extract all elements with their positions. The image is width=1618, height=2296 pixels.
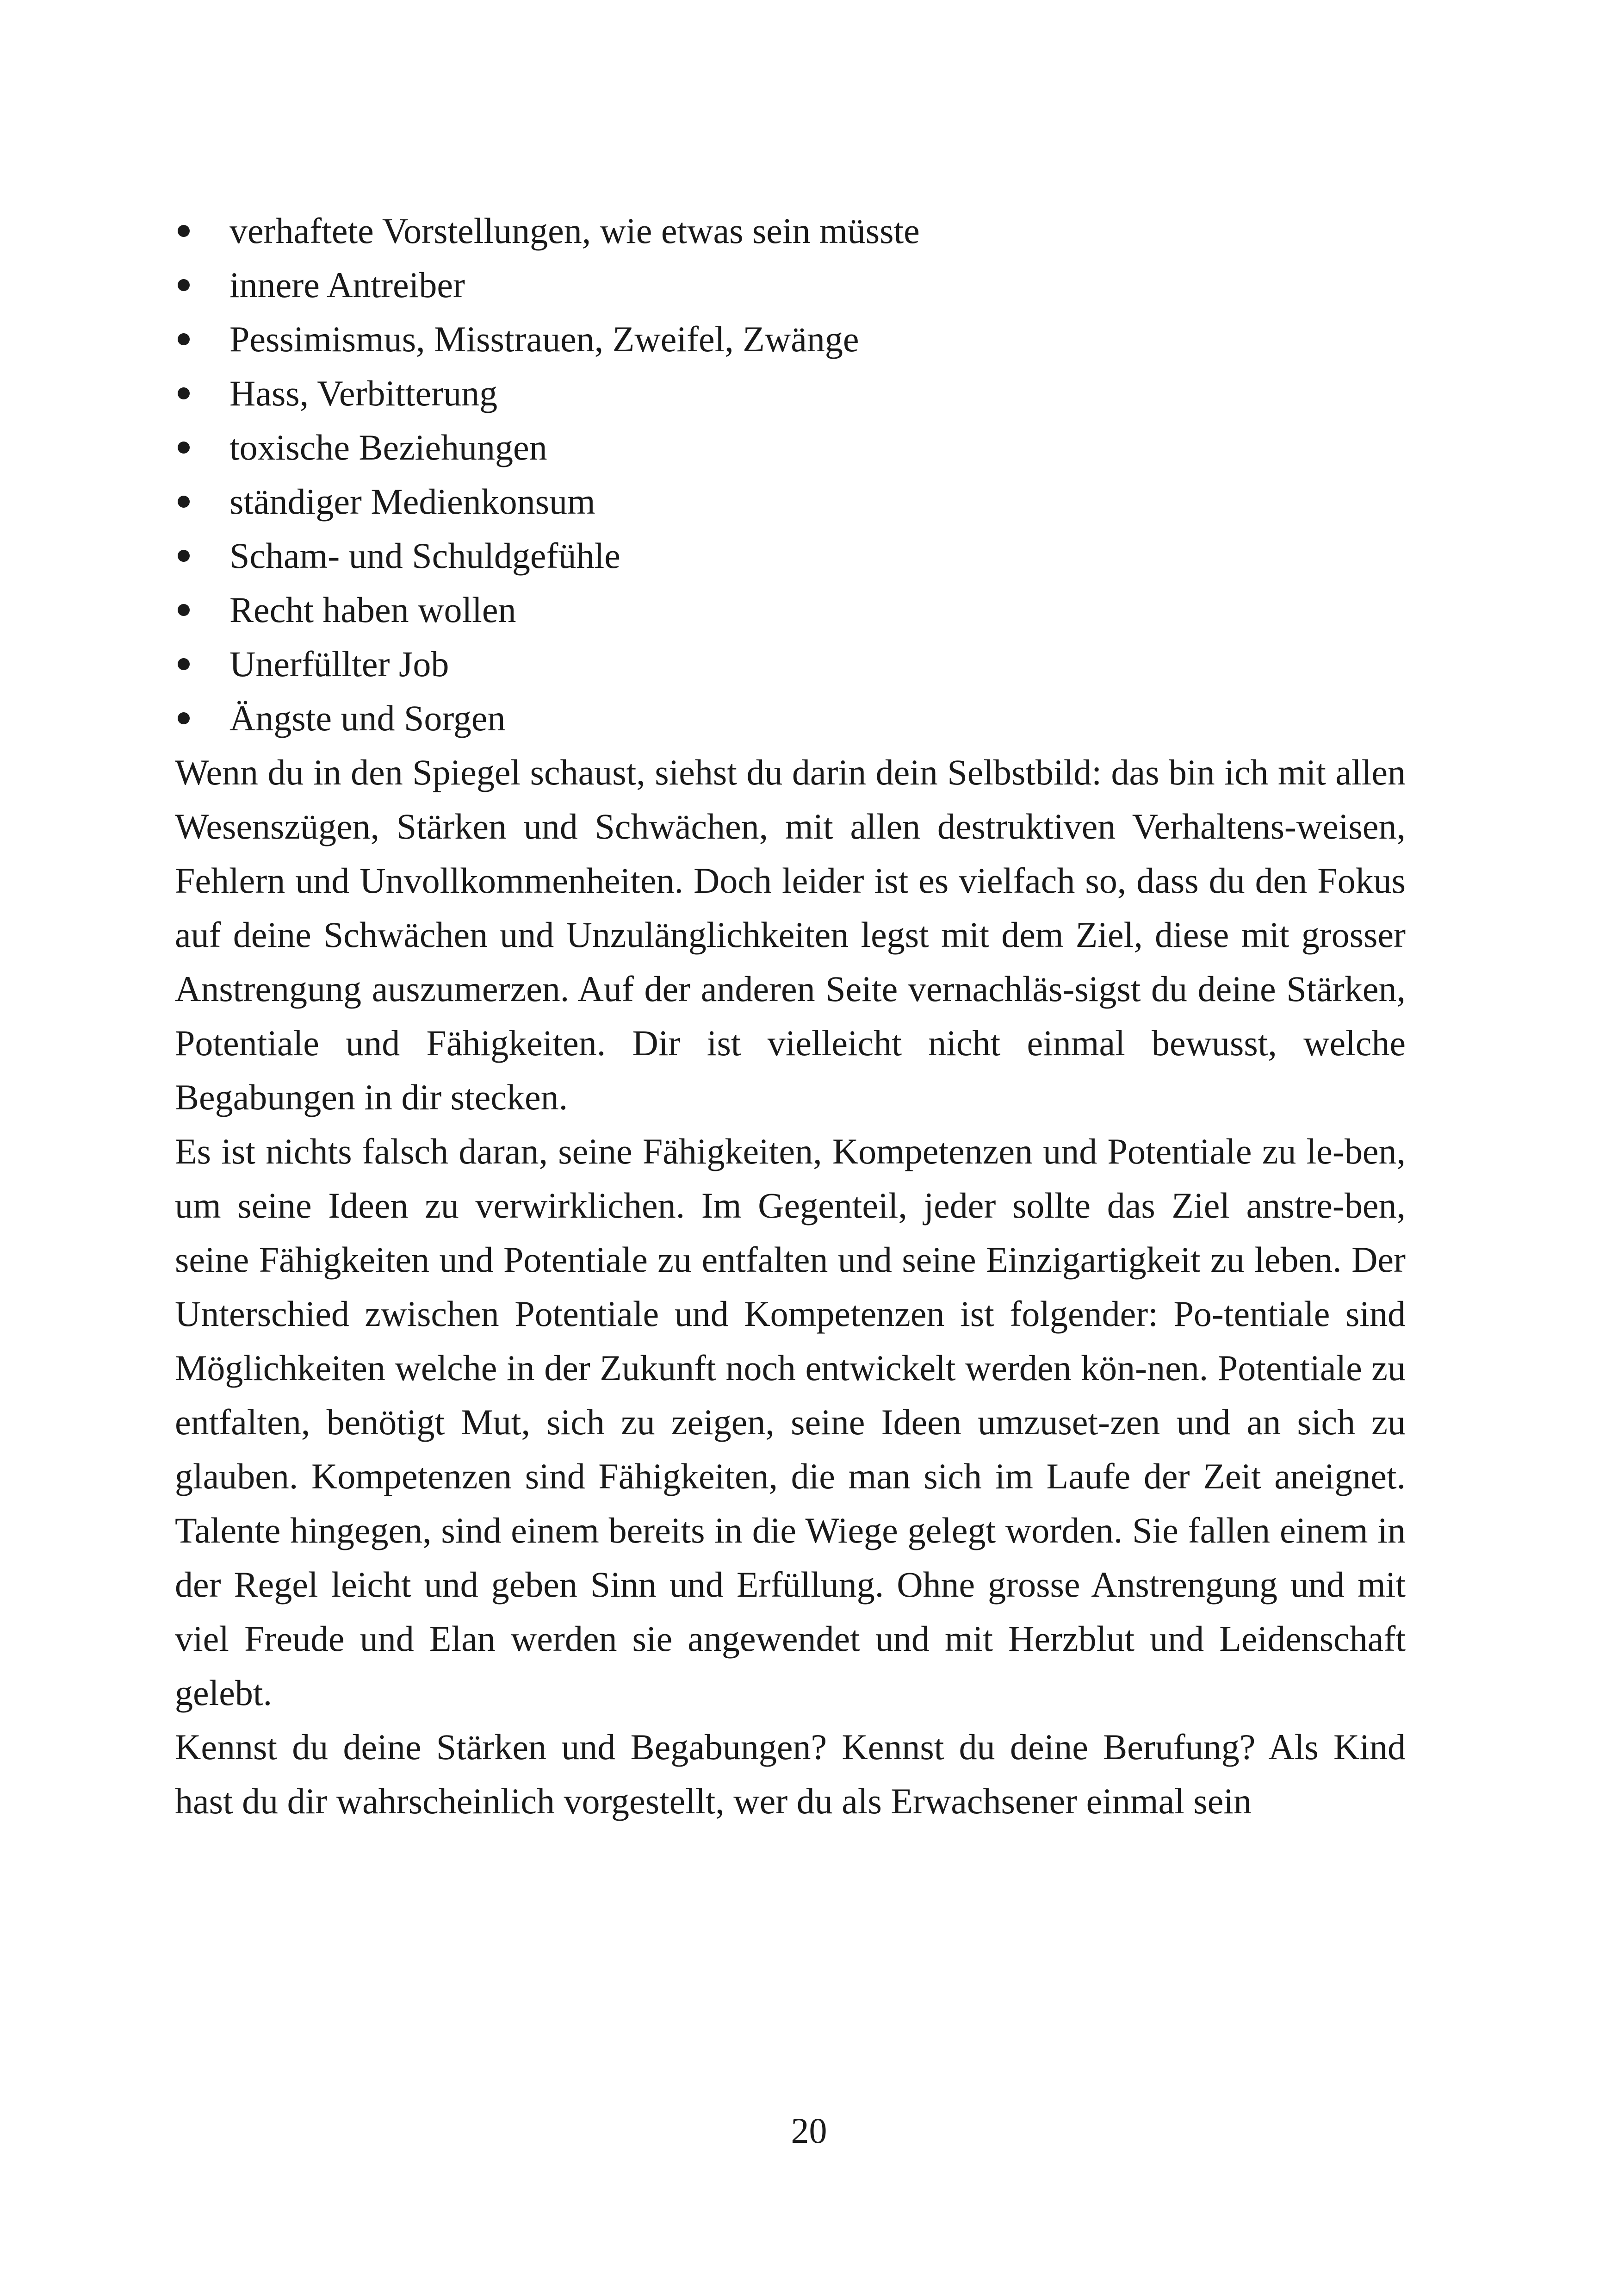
page-number: 20 [791, 2110, 827, 2151]
list-item [175, 258, 1406, 312]
list-item [175, 637, 1406, 691]
list-item-text: innere Antreiber [229, 265, 465, 305]
list-item-text: Unerfüllter Job [229, 644, 449, 684]
list-item [175, 583, 1406, 637]
list-item [175, 691, 1406, 745]
list-item [175, 420, 1406, 474]
bullet-icon [178, 225, 190, 237]
list-item-text: Scham- und Schuldgefühle [229, 535, 620, 576]
bullet-icon [178, 387, 190, 399]
paragraph-berufung: Kennst du deine Stärken und Begabungen? Kennst du deine Berufung? Als Kind hast du dir wahrscheinlich vorgestellt, wer du als Erwachsener einmal sein [175, 1727, 1406, 1821]
list-item-text: toxische Beziehungen [229, 427, 547, 467]
bullet-icon [178, 442, 190, 454]
bullet-icon [178, 550, 190, 562]
list-item [175, 312, 1406, 366]
bullet-icon [178, 496, 190, 508]
list-item-text: verhaftete Vorstellungen, wie etwas sein müsste [229, 211, 920, 251]
list-item-text: Pessimismus, Misstrauen, Zweifel, Zwänge [229, 319, 859, 359]
bullet-icon [178, 658, 190, 670]
list-item-text: Hass, Verbitterung [229, 373, 498, 413]
list-item-text: Recht haben wollen [229, 590, 516, 630]
bullet-icon [178, 279, 190, 291]
list-item-text: Ängste und Sorgen [229, 698, 506, 738]
paragraph-selbstbild: Wenn du in den Spiegel schaust, siehst du darin dein Selbstbild: das bin ich mit allen Wesenszügen, Stärken und Schwächen, mit allen destruktiven Verhaltens-weisen, Fehlern und Unvollkommenheiten. Doch leider ist es vielfach so, dass du den Fokus auf deine Schwächen und Unzulänglichkeiten legst mit dem Ziel, diese mit grosser Anstrengung auszumerzen. Auf der anderen Seite vernachläs-sigst du deine Stärken, Potentiale und Fähigkeiten. Dir ist vielleicht nicht einmal bewusst, welche Begabungen in dir stecken. [175, 752, 1406, 1117]
bullet-icon [178, 604, 190, 616]
list-item [175, 529, 1406, 583]
bullet-icon [178, 333, 190, 345]
page-content [175, 204, 1406, 1828]
list-item [175, 204, 1406, 258]
paragraph-potentiale: Es ist nichts falsch daran, seine Fähigkeiten, Kompetenzen und Potentiale zu le-ben, um seine Ideen zu verwirklichen. Im Gegenteil, jeder sollte das Ziel anstre-ben, seine Fähigkeiten und Potentiale zu entfalten und seine Einzigartigkeit zu leben. Der Unterschied zwischen Potentiale und Kompetenzen ist folgender: Po-tentiale sind Möglichkeiten welche in der Zukunft noch entwickelt werden kön-nen. Potentiale zu entfalten, benötigt Mut, sich zu zeigen, seine Ideen umzuset-zen und an sich zu glauben. Kompetenzen sind Fähigkeiten, die man sich im Laufe der Zeit aneignet. Talente hingegen, sind einem bereits in die Wiege gelegt worden. Sie fallen einem in der Regel leicht und geben Sinn und Erfüllung. Ohne grosse Anstrengung und mit viel Freude und Elan werden sie angewendet und mit Herzblut und Leidenschaft gelebt. [175, 1131, 1406, 1713]
list-item-text: ständiger Medienkonsum [229, 481, 595, 522]
bullet-list [175, 204, 1406, 745]
list-item [175, 474, 1406, 529]
bullet-icon [178, 712, 190, 724]
list-item [175, 366, 1406, 420]
